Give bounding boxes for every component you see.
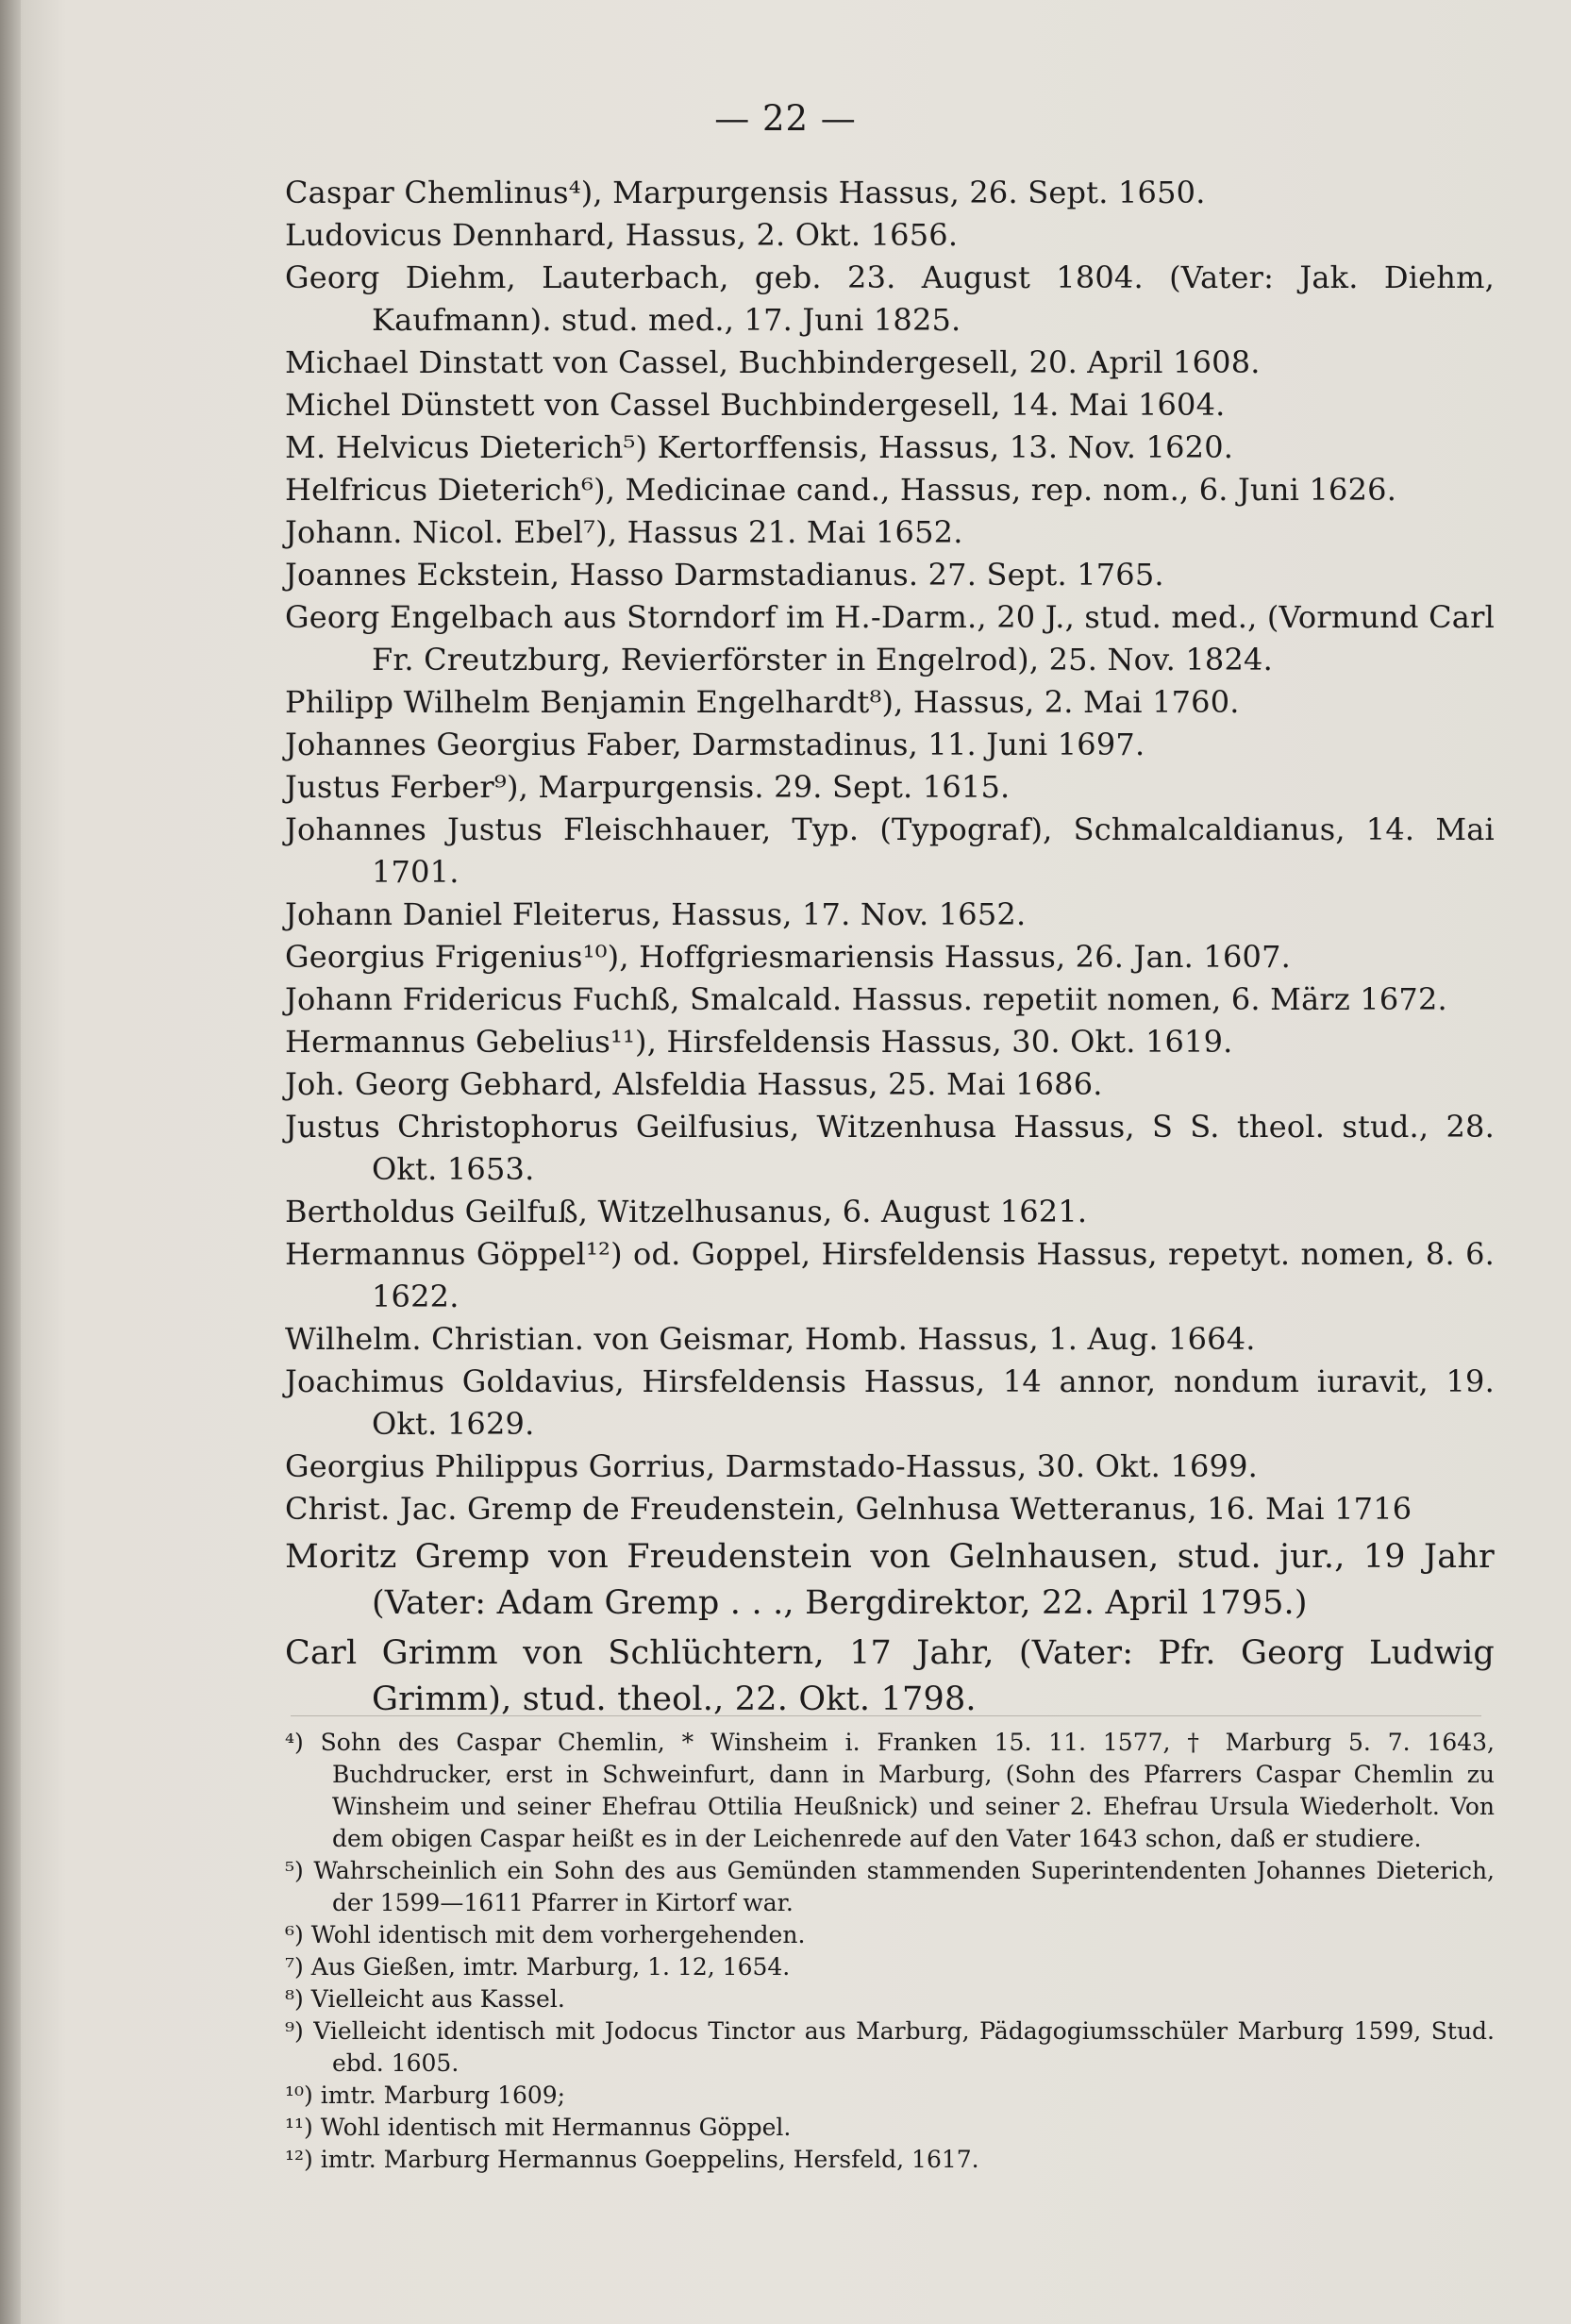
entry: Hermannus Göppel¹²) od. Goppel, Hirsfeldensis Hassus, repetyt. nomen, 8. 6. 1622.: [285, 1236, 1495, 1314]
entry: Georg Diehm, Lauterbach, geb. 23. August 1804. (Vater: Jak. Diehm, Kaufmann). stud. med., 17. Juni 1825.: [285, 259, 1495, 338]
footnote: ¹¹) Wohl identisch mit Hermannus Göppel.: [285, 2114, 792, 2141]
footnote: ⁹) Vielleicht identisch mit Jodocus Tinctor aus Marburg, Pädagogiumsschüler Marburg 1599, Stud. ebd. 1605.: [285, 2017, 1495, 2077]
entry: Wilhelm. Christian. von Geismar, Homb. Hassus, 1. Aug. 1664.: [285, 1321, 1256, 1357]
entry: Joannes Eckstein, Hasso Darmstadianus. 27. Sept. 1765.: [285, 557, 1164, 593]
footnote: ⁸) Vielleicht aus Kassel.: [285, 1985, 565, 2013]
entry: Michel Dünstett von Cassel Buchbindergesell, 14. Mai 1604.: [285, 387, 1226, 423]
entry: Johann Fridericus Fuchß, Smalcald. Hassus. repetiit nomen, 6. März 1672.: [285, 981, 1447, 1017]
entry: Johann. Nicol. Ebel⁷), Hassus 21. Mai 1652.: [285, 514, 963, 550]
footnote: ¹⁰) imtr. Marburg 1609;: [285, 2082, 566, 2109]
entry: Michael Dinstatt von Cassel, Buchbindergesell, 20. April 1608.: [285, 344, 1261, 380]
footnote: ⁴) Sohn des Caspar Chemlin, * Winsheim i. Franken 15. 11. 1577, † Marburg 5. 7. 1643, Buchdrucker, erst in Schweinfurt, dann in Marburg, (Sohn des Pfarrers Caspar Chemlin zu Winsheim und seiner Ehefrau Ottilia Heußnick) und seiner 2. Ehefrau Ursula Wiederholt. Von dem obigen Caspar heißt es in der Leichenrede auf den Vater 1643 schon, daß er studiere.: [285, 1729, 1495, 1852]
page-number: — 22 —: [714, 98, 857, 139]
footnotes: [285, 1727, 1495, 2176]
entry: Philipp Wilhelm Benjamin Engelhardt⁸), Hassus, 2. Mai 1760.: [285, 684, 1240, 720]
entry: Caspar Chemlinus⁴), Marpurgensis Hassus, 26. Sept. 1650.: [285, 175, 1206, 210]
entry: Carl Grimm von Schlüchtern, 17 Jahr, (Vater: Pfr. Georg Ludwig Grimm), stud. theol., 22. Okt. 1798.: [285, 1634, 1495, 1718]
entry: Joachimus Goldavius, Hirsfeldensis Hassus, 14 annor, nondum iuravit, 19. Okt. 1629.: [285, 1363, 1495, 1442]
entry: Moritz Gremp von Freudenstein von Gelnhausen, stud. jur., 19 Jahr (Vater: Adam Gremp . . ., Bergdirektor, 22. April 1795.): [285, 1538, 1495, 1622]
entry: Christ. Jac. Gremp de Freudenstein, Gelnhusa Wetteranus, 16. Mai 1716: [285, 1491, 1412, 1527]
entry: Helfricus Dieterich⁶), Medicinae cand., Hassus, rep. nom., 6. Juni 1626.: [285, 472, 1397, 508]
entry: Georgius Frigenius¹⁰), Hoffgriesmariensis Hassus, 26. Jan. 1607.: [285, 939, 1292, 975]
entry: Justus Christophorus Geilfusius, Witzenhusa Hassus, S S. theol. stud., 28. Okt. 1653.: [285, 1109, 1495, 1187]
entry: Ludovicus Dennhard, Hassus, 2. Okt. 1656.: [285, 217, 959, 253]
footnote: ⁷) Aus Gießen, imtr. Marburg, 1. 12, 1654.: [285, 1953, 791, 1981]
footnote: ¹²) imtr. Marburg Hermannus Goeppelins, Hersfeld, 1617.: [285, 2146, 979, 2173]
entry: Johannes Georgius Faber, Darmstadinus, 11. Juni 1697.: [285, 727, 1145, 762]
entry: Georg Engelbach aus Storndorf im H.-Darm., 20 J., stud. med., (Vormund Carl Fr. Creutzburg, Revierförster in Engelrod), 25. Nov. 1824.: [285, 599, 1495, 677]
entry: Justus Ferber⁹), Marpurgensis. 29. Sept. 1615.: [285, 769, 1011, 805]
entry: Hermannus Gebelius¹¹), Hirsfeldensis Hassus, 30. Okt. 1619.: [285, 1024, 1233, 1060]
entry: M. Helvicus Dieterich⁵) Kertorffensis, Hassus, 13. Nov. 1620.: [285, 429, 1234, 465]
entry: Georgius Philippus Gorrius, Darmstado-Hassus, 30. Okt. 1699.: [285, 1448, 1259, 1484]
entry: Johannes Justus Fleischhauer, Typ. (Typograf), Schmalcaldianus, 14. Mai 1701.: [285, 811, 1495, 890]
register-entries: [285, 172, 1495, 1723]
entry: Bertholdus Geilfuß, Witzelhusanus, 6. August 1621.: [285, 1194, 1088, 1229]
book-spine-shadow: [0, 0, 21, 2324]
footnote-divider: [291, 1715, 1481, 1716]
footnote: ⁶) Wohl identisch mit dem vorhergehenden.: [285, 1921, 806, 1948]
entry: Joh. Georg Gebhard, Alsfeldia Hassus, 25. Mai 1686.: [285, 1066, 1103, 1102]
entry: Johann Daniel Fleiterus, Hassus, 17. Nov. 1652.: [285, 896, 1027, 932]
footnote: ⁵) Wahrscheinlich ein Sohn des aus Gemünden stammenden Superintendenten Johannes Dieterich, der 1599—1611 Pfarrer in Kirtorf war.: [285, 1857, 1495, 1916]
